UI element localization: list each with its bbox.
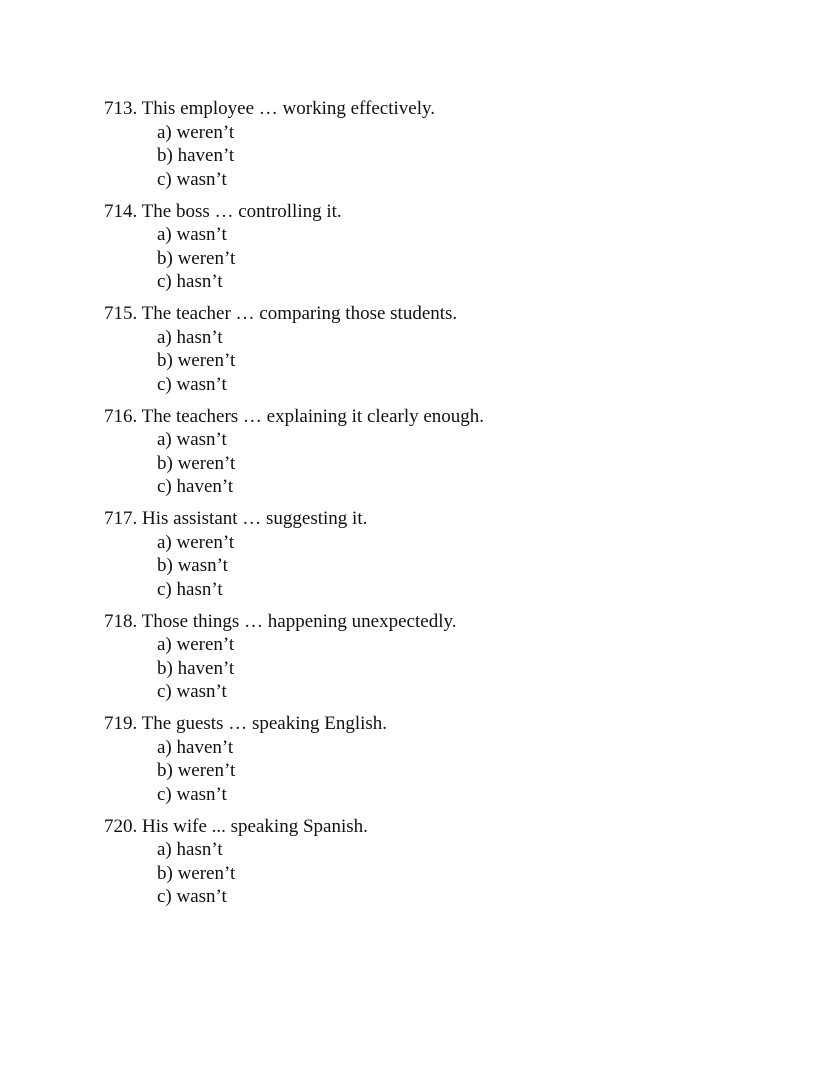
answer-options	[104, 428, 784, 499]
option-c: c) wasn’t	[157, 168, 227, 190]
option-c: c) wasn’t	[157, 783, 227, 805]
option-a: a) wasn’t	[157, 429, 227, 450]
option-a: a) weren’t	[157, 531, 235, 553]
question-text: 717. His assistant … suggesting it.	[104, 508, 368, 529]
question-text: 718. Those things … happening unexpectedly.	[104, 610, 457, 632]
option-b: b) wasn’t	[157, 555, 228, 576]
answer-options	[104, 633, 784, 704]
answer-options	[104, 736, 784, 807]
question-text: 713. This employee … working effectively.	[104, 98, 436, 119]
answer-options	[104, 326, 784, 397]
worksheet-page	[104, 97, 784, 917]
question-718	[104, 610, 784, 704]
option-b: b) weren’t	[157, 760, 236, 781]
question-714	[104, 200, 784, 294]
option-c: c) haven’t	[157, 476, 234, 497]
option-c: c) wasn’t	[157, 373, 227, 395]
option-a: a) hasn’t	[157, 839, 223, 860]
question-713	[104, 97, 784, 191]
question-720	[104, 815, 784, 909]
option-a: a) wasn’t	[157, 224, 227, 245]
option-b: b) weren’t	[157, 452, 236, 474]
question-text: 715. The teacher … comparing those students.	[104, 303, 458, 324]
option-b: b) weren’t	[157, 862, 236, 884]
option-c: c) hasn’t	[157, 578, 223, 600]
option-a: a) weren’t	[157, 634, 235, 655]
question-715	[104, 302, 784, 396]
option-b: b) haven’t	[157, 657, 235, 679]
option-b: b) weren’t	[157, 350, 236, 371]
option-a: a) weren’t	[157, 121, 235, 143]
question-text: 714. The boss … controlling it.	[104, 200, 342, 222]
answer-options	[104, 121, 784, 192]
option-c: c) hasn’t	[157, 271, 223, 292]
question-719	[104, 712, 784, 806]
option-b: b) weren’t	[157, 247, 236, 269]
option-c: c) wasn’t	[157, 681, 227, 702]
question-text: 720. His wife ... speaking Spanish.	[104, 815, 368, 837]
answer-options	[104, 838, 784, 909]
option-a: a) hasn’t	[157, 326, 223, 348]
question-717	[104, 507, 784, 601]
answer-options	[104, 223, 784, 294]
option-c: c) wasn’t	[157, 886, 227, 907]
option-b: b) haven’t	[157, 145, 235, 166]
question-text: 716. The teachers … explaining it clearly enough.	[104, 405, 485, 427]
question-text: 719. The guests … speaking English.	[104, 713, 388, 734]
question-716	[104, 405, 784, 499]
option-a: a) haven’t	[157, 736, 234, 758]
answer-options	[104, 531, 784, 602]
